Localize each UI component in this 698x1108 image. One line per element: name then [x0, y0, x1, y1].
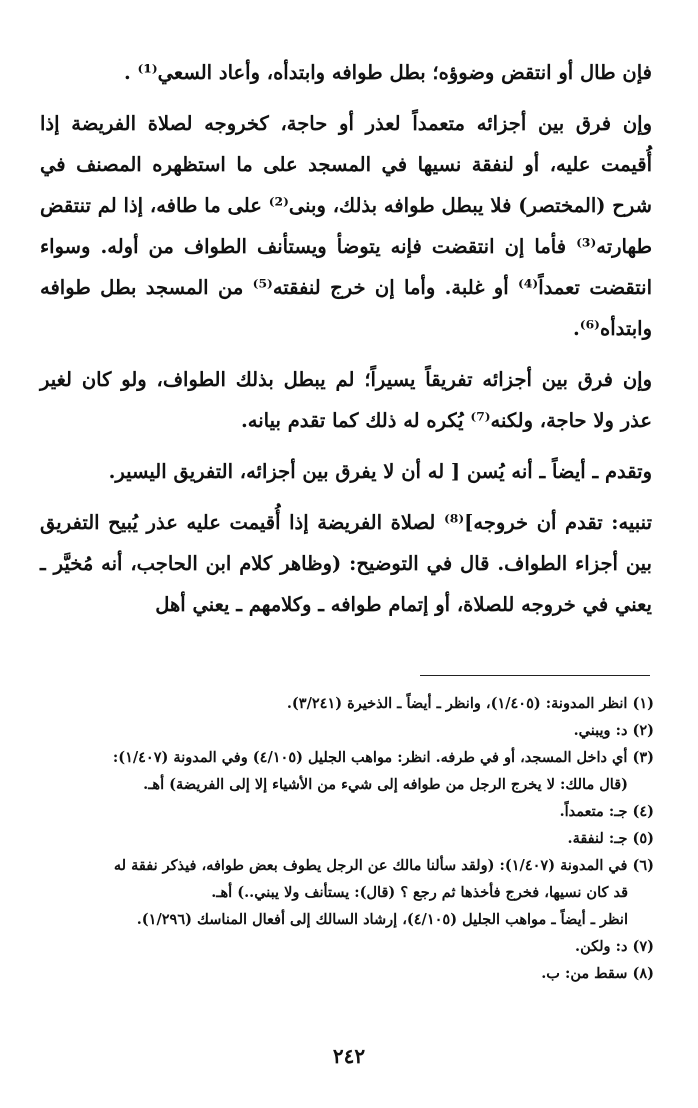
page-number: ٢٤٢	[332, 1044, 366, 1068]
footnote: (٨) سقط من: ب.	[541, 965, 654, 982]
footnote: (٢) د: ويبني.	[573, 722, 654, 739]
footnote: (٤) جـ: متعمداً.	[559, 803, 654, 820]
footnote: (٥) جـ: لنفقة.	[567, 830, 654, 847]
footnote: (١) انظر المدونة: (١/٤٠٥)، وانظر ـ أيضاً ـ الذخيرة (٣/٢٤١).	[286, 695, 654, 712]
paragraph: وتقدم ـ أيضاً ـ أنه يُسن [ له أن لا يفرق بين أجزائه، التفريق اليسير.	[108, 460, 652, 483]
footnote: (٦) في المدونة (١/٤٠٧): (ولقد سألنا مالك عن الرجل يطوف بعض طوافه، فيذكر نفقة له	[113, 857, 654, 874]
footnote: (٣) أي داخل المسجد، أو في طرفه. انظر: مواهب الجليل (٤/١٠٥) وفي المدونة (١/٤٠٧):	[112, 749, 654, 766]
paragraph: وإن فرق بين أجزائه متعمداً لعذر أو حاجة، كخروجه لصلاة الفريضة إذا أُقيمت عليه، أو لنفقة نسيها في المسجد على ما استظهره المصنف في شرح (المختصر) فلا يبطل طوافه بذلك، وبنى⁽²⁾ على ما طافه، إذا لم تنتقض طهارته⁽³⁾ فأما إن انتقضت فإنه يتوضأ ويستأنف الطواف من أوله. وسواء انتقضت تعمداً⁽⁴⁾ أو غلبة. وأما إن خرج لنفقته⁽⁵⁾ من المسجد بطل طوافه وابتدأه⁽⁶⁾.	[40, 112, 653, 340]
footnotes	[40, 690, 654, 987]
paragraph: تنبيه: تقدم أن خروجه]⁽⁸⁾ لصلاة الفريضة إذا أُقيمت عليه عذر يُبيح التفريق بين أجزاء الطواف. قال في التوضيح: (وظاهر كلام ابن الحاجب، أنه مُخيَّر ـ يعني في خروجه للصلاة، أو إتمام طوافه ـ وكلامهم ـ يعني أهل	[40, 511, 652, 616]
paragraph: وإن فرق بين أجزائه تفريقاً يسيراً؛ لم يبطل بذلك الطواف، ولو كان لغير عذر ولا حاجة، ولكنه⁽⁷⁾ يُكره له ذلك كما تقدم بيانه.	[40, 368, 652, 432]
main-text	[40, 52, 652, 635]
paragraph: فإن طال أو انتقض وضوؤه؛ بطل طوافه وابتدأه، وأعاد السعي⁽¹⁾ .	[123, 61, 652, 84]
footnote-continuation: قد كان نسيها، فخرج فأخذها ثم رجع ؟ (قال): يستأنف ولا يبني..) أهـ.	[211, 884, 628, 901]
footnote-continuation: (قال مالك: لا يخرج الرجل من طوافه إلى شيء من الأشياء إلا إلى الفريضة) أهـ.	[143, 776, 628, 793]
footnote-separator	[420, 675, 650, 676]
footnote-continuation: انظر ـ أيضاً ـ مواهب الجليل (٤/١٠٥)، إرشاد السالك إلى أفعال المناسك (١/٢٩٦).	[136, 911, 628, 928]
footnote: (٧) د: ولكن.	[575, 938, 654, 955]
